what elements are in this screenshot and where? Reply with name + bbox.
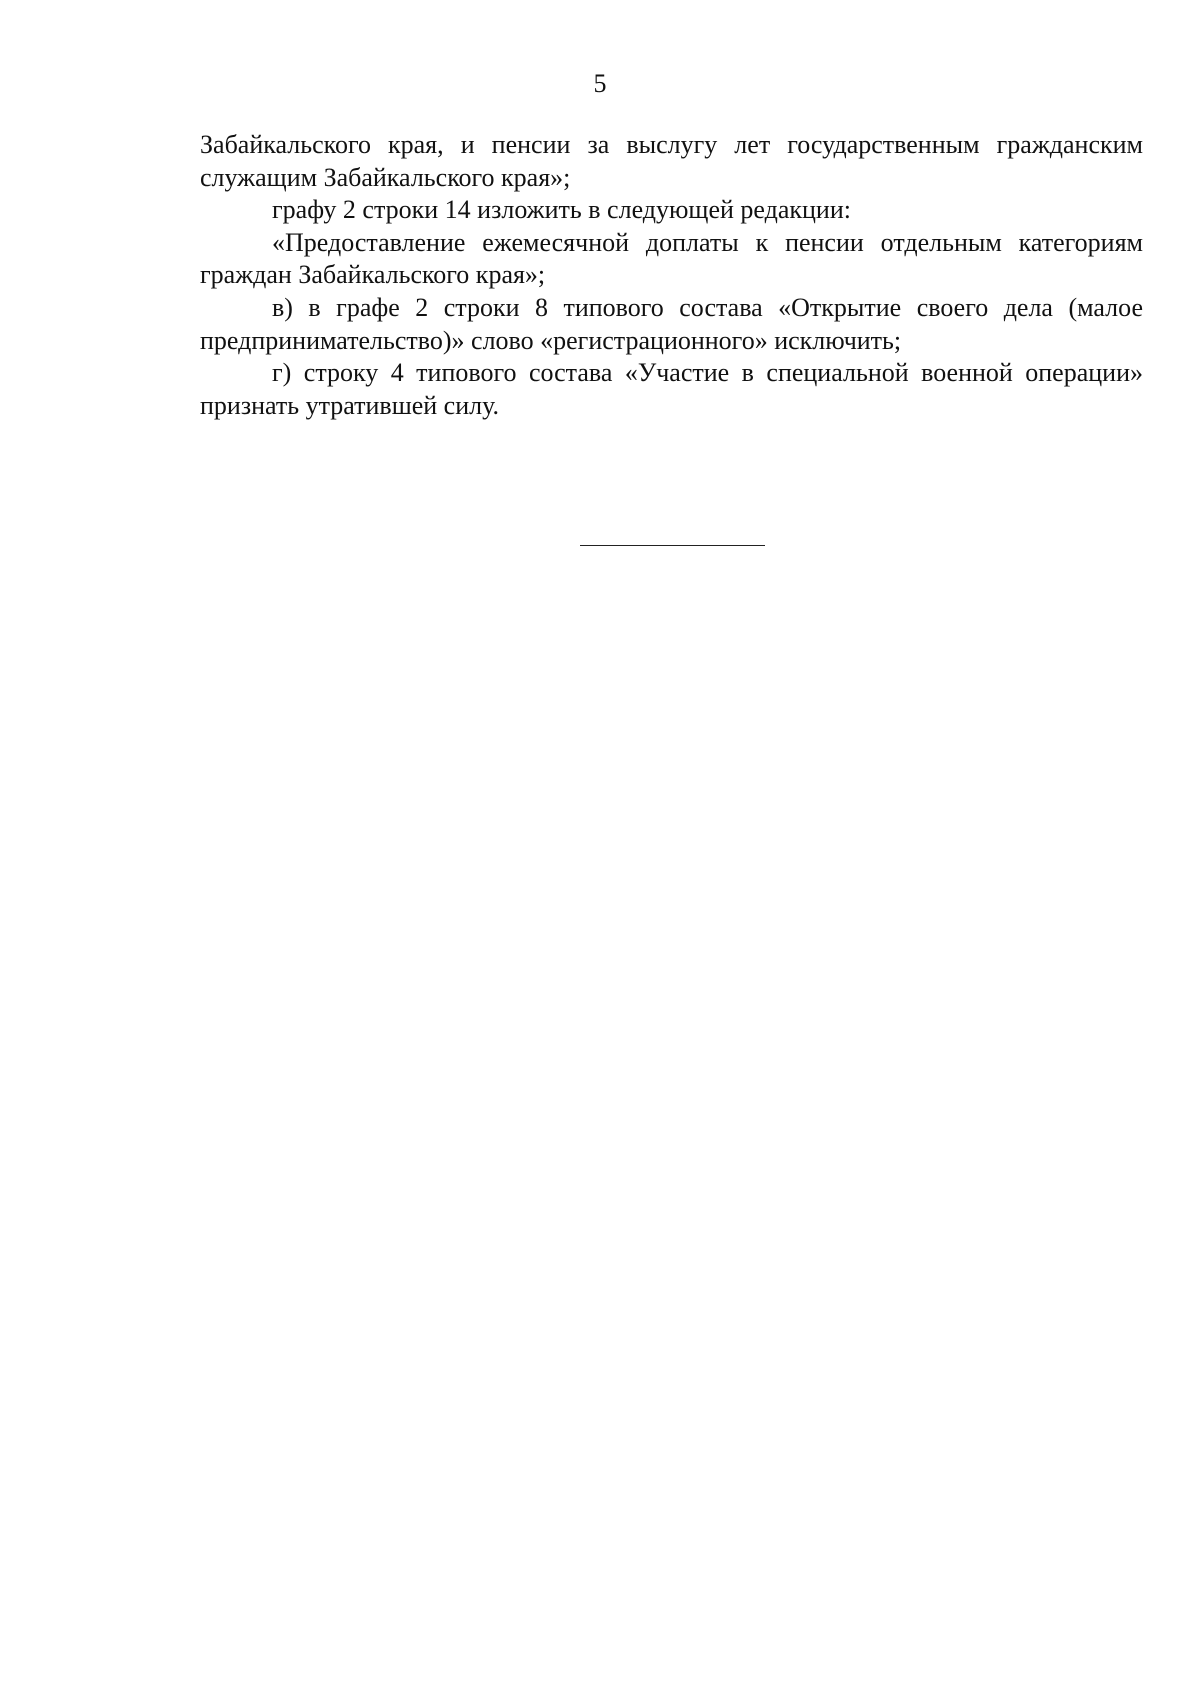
closing-divider-line <box>580 545 765 546</box>
paragraph-column-2-row-14: графу 2 строки 14 изложить в следующей редакции: <box>272 195 851 225</box>
paragraph-item-g: г) строку 4 типового состава «Участие в специальной военной операции» признать утратившей силу. <box>200 358 1143 420</box>
paragraph-continuation: Забайкальского края, и пенсии за выслугу лет государственным гражданским служащим Забайкальского края»; <box>200 130 1143 192</box>
paragraph-quoted-replacement: «Предоставление ежемесячной доплаты к пенсии отдельным категориям граждан Забайкальского края»; <box>200 227 1143 290</box>
page-number: 5 <box>593 69 607 98</box>
paragraph-item-v: в) в графе 2 строки 8 типового состава «Открытие своего дела (малое предпринимательство)» слово «регистрационного» исключить; <box>200 292 1143 355</box>
document-body <box>200 129 1143 422</box>
